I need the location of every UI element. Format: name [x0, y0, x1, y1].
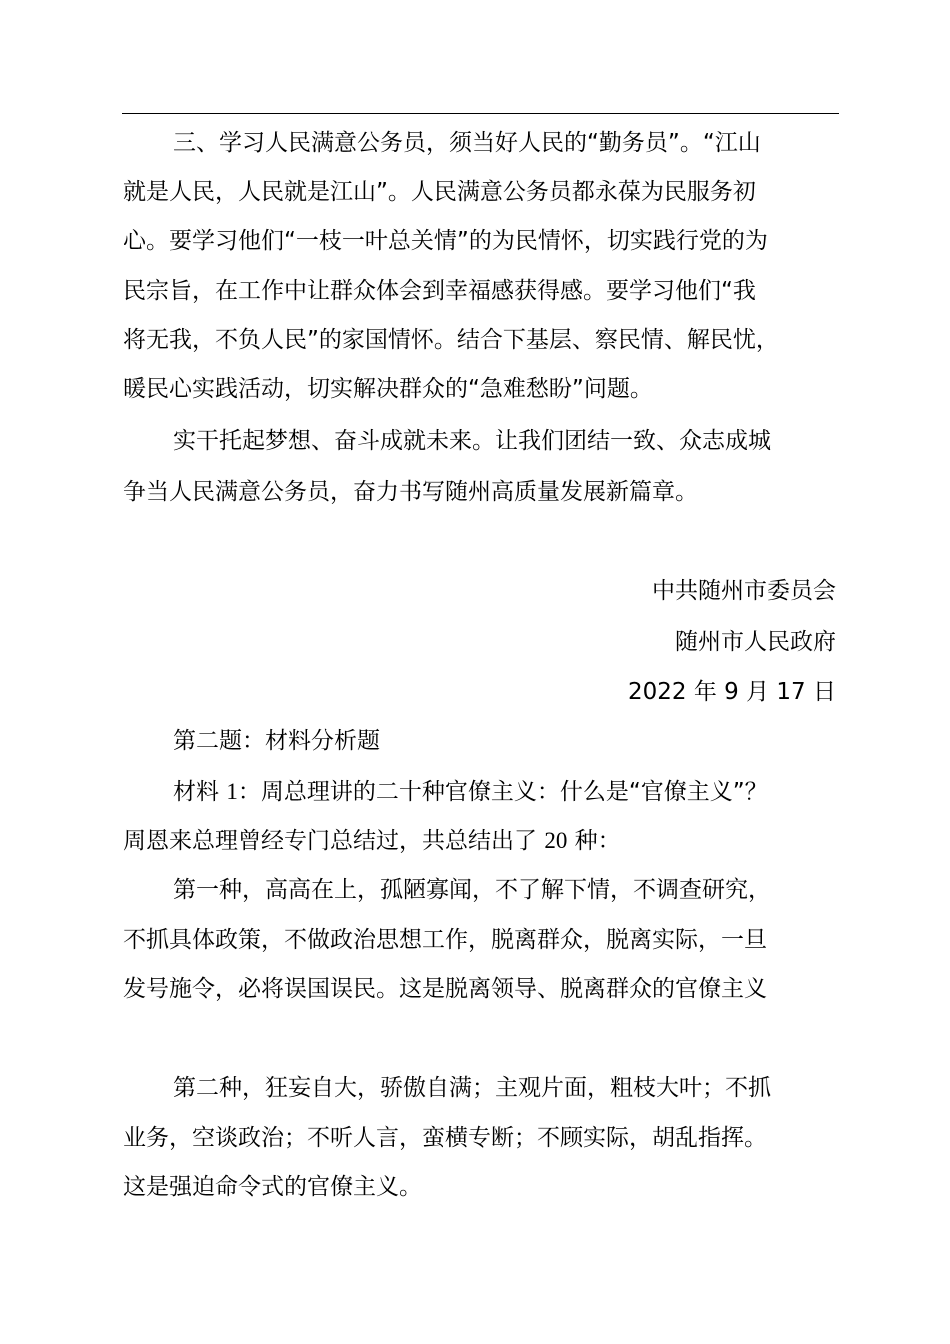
material-title: ：周总理讲的二十种官僚主义：什么是“官僚主义”？ — [237, 779, 768, 805]
intro-suffix: 种： — [567, 828, 621, 854]
section-three-line-6: 暖民心实践活动，切实解决群众的“急难愁盼”问题。 — [123, 376, 653, 402]
signature-org-1: 中共随州市委员会 — [652, 578, 836, 604]
second-kind-line-2: 业务，空谈政治；不听人言，蛮横专断；不顾实际，胡乱指挥。 — [123, 1125, 767, 1151]
material-title-line — [173, 777, 768, 807]
section-three-line-5: 将无我，不负人民”的家国情怀。结合下基层、察民情、解民忧， — [123, 327, 779, 353]
section-three-line-3: 心。要学习他们“一枝一叶总关情”的为民情怀，切实践行党的为 — [123, 228, 768, 254]
section-three-line-2: 就是人民，人民就是江山”。人民满意公务员都永葆为民服务初 — [123, 179, 756, 205]
signature-date: 2022 年 9 月 17 日 — [628, 679, 836, 705]
material-prefix: 材料 — [173, 779, 227, 805]
question-two-heading: 第二题：材料分析题 — [173, 728, 380, 754]
second-kind-line-3: 这是强迫命令式的官僚主义。 — [123, 1174, 422, 1200]
section-three-line-1: 三、学习人民满意公务员，须当好人民的“勤务员”。“江山 — [173, 130, 761, 156]
first-kind-line-3: 发号施令，必将误国误民。这是脱离领导、脱离群众的官僚主义 — [123, 976, 767, 1002]
material-intro-line — [123, 826, 621, 856]
header-rule — [122, 113, 839, 114]
intro-prefix: 周恩来总理曾经专门总结过，共总结出了 — [123, 828, 545, 854]
first-kind-line-2: 不抓具体政策，不做政治思想工作，脱离群众，脱离实际，一旦 — [123, 927, 767, 953]
section-three-line-4: 民宗旨，在工作中让群众体会到幸福感获得感。要学习他们“我 — [123, 278, 756, 304]
closing-line-1: 实干托起梦想、奋斗成就未来。让我们团结一致、众志成城 — [173, 428, 771, 454]
first-kind-line-1: 第一种，高高在上，孤陋寡闻，不了解下情，不调查研究， — [173, 877, 771, 903]
closing-line-2: 争当人民满意公务员，奋力书写随州高质量发展新篇章。 — [123, 479, 698, 505]
signature-org-2: 随州市人民政府 — [675, 629, 836, 655]
material-number: 1 — [226, 779, 238, 804]
second-kind-line-1: 第二种，狂妄自大，骄傲自满；主观片面，粗枝大叶；不抓 — [173, 1075, 771, 1101]
intro-number: 20 — [544, 828, 568, 853]
